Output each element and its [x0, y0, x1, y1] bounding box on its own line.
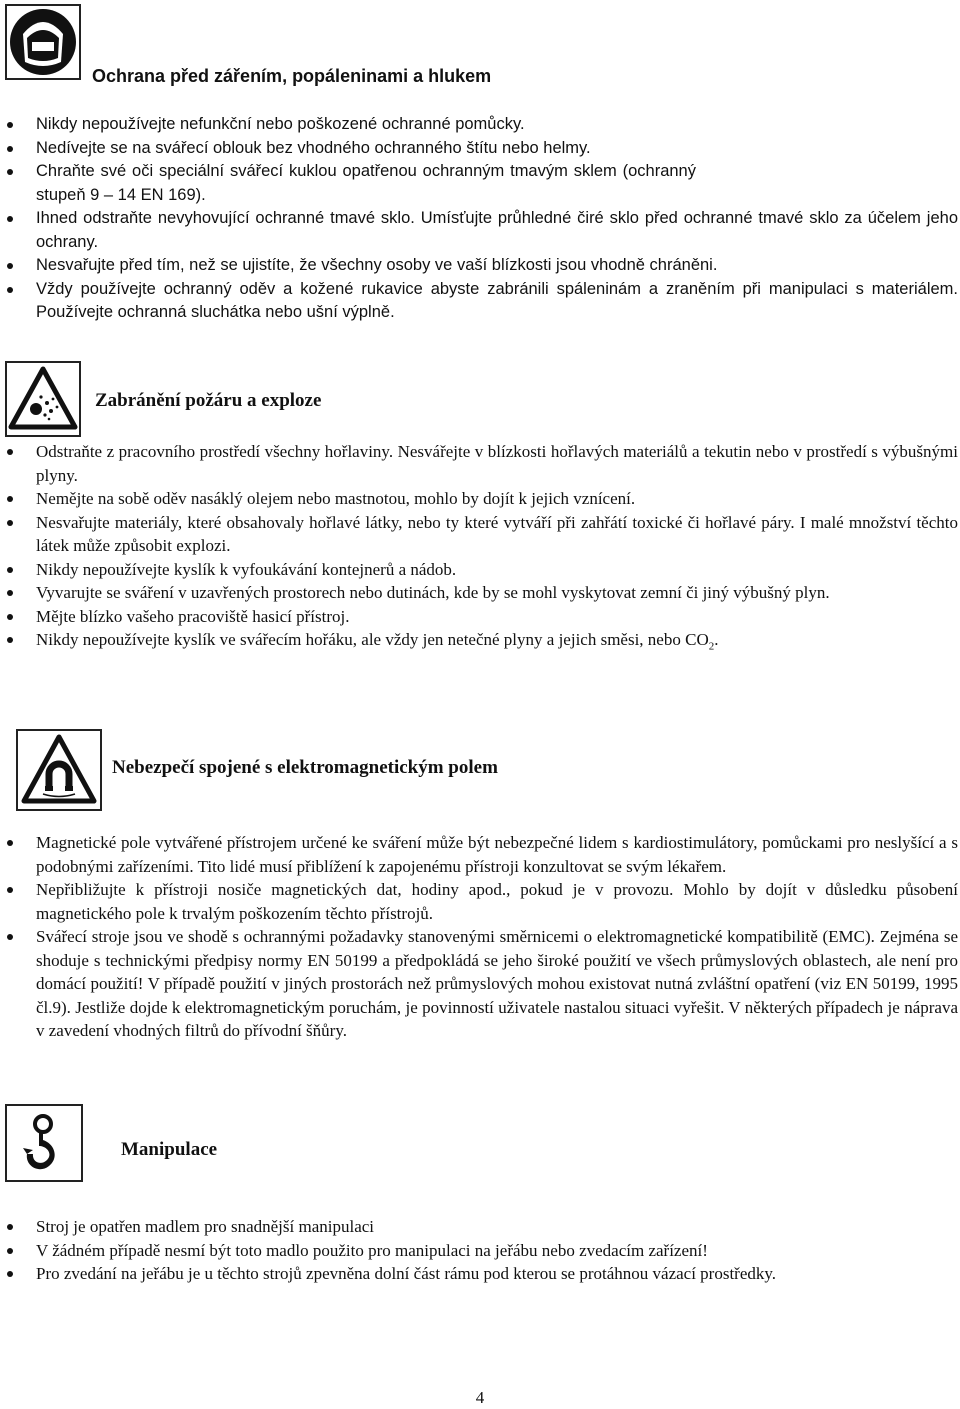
- subscript: 2: [708, 640, 715, 653]
- list-item: Ihned odstraňte nevyhovující ochranné tmavé sklo. Umísťujte průhledné čiré sklo před ochranné tmavé sklo za účelem jeho ochrany.: [0, 207, 960, 254]
- list-fire: [0, 440, 960, 659]
- list-item: Vždy používejte ochranný oděv a kožené rukavice abyste zabránili spáleninám a zraněním při manipulaci s materiálem. Používejte ochranná sluchátka nebo ušní výplně.: [0, 278, 960, 325]
- section-heading-handling: Manipulace: [121, 1139, 218, 1160]
- list-item: Nikdy nepoužívejte kyslík k vyfoukávání kontejnerů a nádob.: [0, 558, 960, 582]
- list-item: Nesvařujte před tím, než se ujistíte, že všechny osoby ve vaší blízkosti jsou vhodně chráněni.: [0, 254, 960, 278]
- crane-hook-icon: [5, 1104, 83, 1182]
- list-item-end: .: [714, 630, 719, 649]
- page-number: 4: [475, 1388, 485, 1407]
- section-heading-emf: Nebezpečí spojené s elektromagnetickým polem: [112, 757, 498, 778]
- list-item: Magnetické pole vytvářené přístrojem určené ke sváření může být nebezpečné lidem s kardiostimulátory, pomůckami pro neslyšící a s podobnými zařízeními. Tito lidé musí přiblížení k zapojenému přístroji konzultovat se svým lékařem.: [0, 831, 960, 878]
- list-radiation: [0, 113, 960, 325]
- list-item: Chraňte své oči speciální svářecí kuklou opatřenou ochranným tmavým sklem (ochranný stupeň 9 – 14 EN 169).: [0, 160, 698, 207]
- explosion-warning-icon: [5, 361, 81, 437]
- list-emf: [0, 831, 960, 1043]
- welding-helmet-icon: [5, 4, 81, 80]
- list-item: [0, 628, 960, 659]
- list-handling: [0, 1215, 960, 1286]
- list-item: Nesvařujte materiály, které obsahovaly hořlavé látky, nebo ty které vytváří při zahřátí toxické či hořlavé páry. I malé množství těchto látek může způsobit explozi.: [0, 511, 960, 558]
- list-item: Pro zvedání na jeřábu je u těchto strojů zpevněna dolní část rámu pod kterou se protáhnou vázací prostředky.: [0, 1262, 960, 1286]
- list-item: Odstraňte z pracovního prostředí všechny hořlaviny. Nesvářejte v blízkosti hořlavých materiálů a tekutin nebo v prostředí s výbušnými plyny.: [0, 440, 960, 487]
- magnetic-field-warning-icon: [16, 729, 102, 811]
- list-item: Nepřibližujte k přístroji nosiče magnetických dat, hodiny apod., pokud je v provozu. Mohlo by dojít v důsledku působení magnetického pole k trvalým poškozením těchto přístrojů.: [0, 878, 960, 925]
- list-item: Svářecí stroje jsou ve shodě s ochrannými požadavky stanovenými směrnicemi o elektromagnetické kompatibilitě (EMC). Zejména se shoduje s technickými předpisy normy EN 50199 a předpokládá se jeho široké použití ve všech průmyslových oblastech, ale není pro domácí použití! V případě použití v jiných prostorách než průmyslových mohou existovat nutná zvláštní opatření (viz EN 50199, 1995 čl.9). Jestliže dojde k elektromagnetickým poruchám, je povinností uživatele nastalou situaci vyřešit. V některých případech je náprava v zavedení vhodných filtrů do přívodní šňůry.: [0, 925, 960, 1043]
- list-item: Vyvarujte se sváření v uzavřených prostorech nebo dutinách, kde by se mohl vyskytovat zemní či jiný výbušný plyn.: [0, 581, 960, 605]
- section-heading-radiation: Ochrana před zářením, popáleninami a hlukem: [92, 66, 492, 86]
- list-item: V žádném případě nesmí být toto madlo použito pro manipulaci na jeřábu nebo zvedacím zařízení!: [0, 1239, 960, 1263]
- list-item-text: Nikdy nepoužívejte kyslík ve svářecím hořáku, ale vždy jen netečné plyny a jejich směsi, nebo CO: [36, 630, 709, 649]
- list-item: Nikdy nepoužívejte nefunkční nebo poškozené ochranné pomůcky.: [0, 113, 960, 137]
- list-item: Nemějte na sobě oděv nasáklý olejem nebo mastnotou, mohlo by dojít k jejich vznícení.: [0, 487, 960, 511]
- list-item: Nedívejte se na svářecí oblouk bez vhodného ochranného štítu nebo helmy.: [0, 137, 960, 161]
- list-item: Stroj je opatřen madlem pro snadnější manipulaci: [0, 1215, 960, 1239]
- section-heading-fire: Zabránění požáru a exploze: [95, 390, 322, 411]
- list-item: Mějte blízko vašeho pracoviště hasicí přístroj.: [0, 605, 960, 629]
